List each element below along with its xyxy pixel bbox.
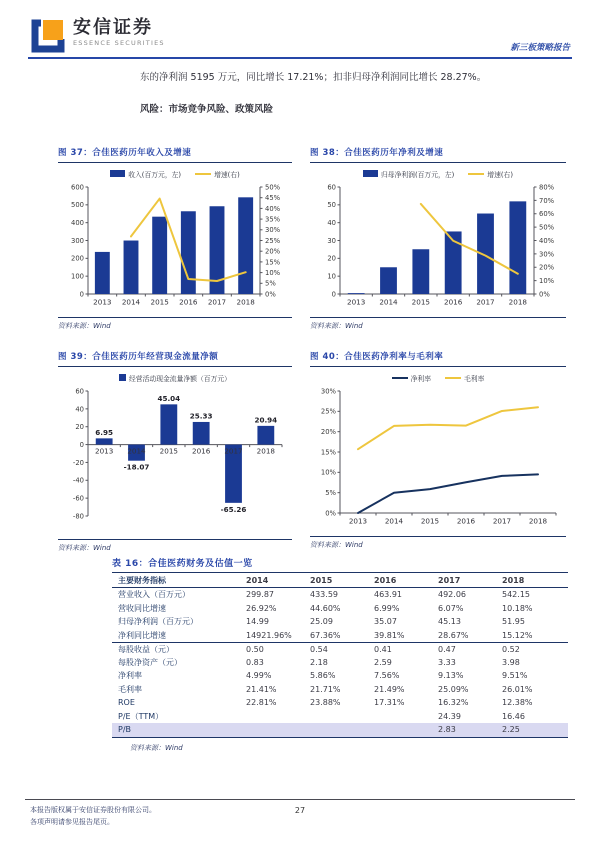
svg-text:20%: 20% — [320, 428, 336, 437]
figure-37-panel — [58, 146, 292, 331]
table-body — [112, 588, 568, 738]
table-cell: 0.83 — [246, 657, 264, 667]
figure-39-chart — [58, 384, 292, 532]
legend-bar-swatch-icon — [110, 170, 125, 177]
svg-text:10: 10 — [327, 272, 336, 281]
table-cell: 463.91 — [374, 590, 402, 600]
svg-text:5%: 5% — [265, 279, 276, 288]
svg-text:2014: 2014 — [121, 297, 141, 307]
svg-text:2017: 2017 — [207, 297, 227, 307]
table-title: 表 16：合佳医药财务及估值一览 — [112, 556, 568, 573]
svg-text:2017: 2017 — [492, 516, 512, 526]
table-cell: 22.81% — [246, 698, 277, 708]
table-cell: 25.09 — [310, 617, 333, 627]
svg-text:30: 30 — [327, 236, 336, 245]
brand-name-cn: 安信证券 — [73, 17, 153, 38]
svg-text:10%: 10% — [320, 468, 336, 477]
legend-label: 增速(右) — [214, 170, 240, 179]
svg-text:70%: 70% — [539, 196, 555, 205]
table-row — [112, 683, 568, 697]
svg-text:2018: 2018 — [528, 516, 548, 526]
risk-text: 市场竞争风险、政策风险 — [168, 104, 274, 115]
svg-text:-18.07: -18.07 — [123, 462, 150, 472]
table-cell: 23.88% — [310, 698, 341, 708]
table-header-year: 2014 — [246, 575, 269, 585]
svg-text:-20: -20 — [72, 458, 84, 467]
svg-text:2016: 2016 — [456, 516, 476, 526]
svg-text:2016: 2016 — [179, 297, 198, 307]
svg-text:100: 100 — [71, 272, 84, 281]
table-cell: 21.71% — [310, 684, 341, 694]
brand-block — [30, 18, 165, 54]
table-header-year: 2018 — [502, 575, 525, 585]
svg-text:2018: 2018 — [256, 446, 275, 456]
svg-text:40%: 40% — [539, 236, 555, 245]
table-row-label: P/E（TTM） — [118, 711, 164, 721]
table-cell: 21.49% — [374, 684, 405, 694]
table-cell: 2.83 — [438, 725, 456, 735]
header-divider — [28, 57, 572, 59]
figure-40-panel — [310, 350, 566, 550]
svg-text:600: 600 — [71, 183, 84, 192]
svg-text:2014: 2014 — [384, 516, 404, 526]
risk-statement — [140, 101, 273, 115]
figure-38-legend — [310, 167, 566, 180]
svg-text:2017: 2017 — [224, 446, 243, 456]
svg-text:2013: 2013 — [93, 297, 112, 307]
table-cell: 5.86% — [310, 671, 336, 681]
table-cell: 9.51% — [502, 671, 528, 681]
table-cell: 2.59 — [374, 657, 392, 667]
legend-label: 净利率 — [410, 374, 431, 383]
table-cell: 0.41 — [374, 644, 392, 654]
svg-text:30%: 30% — [539, 250, 555, 259]
legend-item — [392, 373, 431, 383]
table-cell: 0.50 — [246, 644, 264, 654]
svg-text:15%: 15% — [265, 258, 281, 267]
table-cell: 10.18% — [502, 603, 533, 613]
table-cell: 39.81% — [374, 630, 405, 640]
svg-text:0%: 0% — [265, 290, 276, 299]
table-row — [112, 588, 568, 602]
svg-text:30%: 30% — [265, 226, 281, 235]
footer-divider — [25, 799, 575, 800]
svg-text:25%: 25% — [265, 236, 281, 245]
svg-text:60: 60 — [75, 387, 84, 396]
svg-text:25.33: 25.33 — [189, 411, 213, 421]
svg-text:60%: 60% — [539, 210, 555, 219]
table-cell: 6.99% — [374, 603, 400, 613]
table-row — [112, 642, 568, 656]
table-header-label: 主要财务指标 — [118, 575, 166, 585]
legend-item — [119, 373, 231, 383]
svg-text:2016: 2016 — [444, 297, 463, 307]
legend-line-swatch-icon — [392, 377, 408, 379]
svg-text:2016: 2016 — [192, 446, 211, 456]
figure-40-legend — [310, 371, 566, 384]
table-cell: 44.60% — [310, 603, 341, 613]
table-header-year: 2016 — [374, 575, 397, 585]
svg-text:20: 20 — [75, 423, 84, 432]
svg-text:20%: 20% — [265, 247, 281, 256]
legend-item — [468, 169, 513, 179]
figure-39-title: 图 39：合佳医药历年经营现金流量净额 — [58, 350, 292, 367]
table-cell: 21.41% — [246, 684, 277, 694]
table-cell: 0.47 — [438, 644, 456, 654]
table-cell: 2.18 — [310, 657, 328, 667]
legend-line-swatch-icon — [468, 173, 484, 175]
table-cell: 51.95 — [502, 617, 525, 627]
figure-39-panel — [58, 350, 292, 553]
svg-text:0%: 0% — [325, 509, 336, 518]
svg-text:60: 60 — [327, 183, 336, 192]
svg-text:35%: 35% — [265, 215, 281, 224]
table-row-label: 每股净资产（元） — [118, 657, 182, 667]
table-cell: 12.38% — [502, 698, 533, 708]
table-cell: 26.92% — [246, 603, 277, 613]
svg-text:2013: 2013 — [347, 297, 366, 307]
table-row-label: ROE — [118, 698, 135, 708]
table-cell: 14921.96% — [246, 630, 292, 640]
body-paragraph: 东的净利润 5195 万元，同比增长 17.21%；扣非归母净利润同比增长 28.27%。 — [140, 72, 487, 83]
table-cell: 28.67% — [438, 630, 469, 640]
figure-37-chart — [58, 180, 292, 310]
figure-39-source: 资料来源：Wind — [58, 539, 292, 553]
svg-text:40: 40 — [75, 405, 84, 414]
table-row-label: 归母净利润（百万元） — [118, 617, 198, 627]
table-cell: 542.15 — [502, 590, 530, 600]
svg-text:40: 40 — [327, 219, 336, 228]
table-cell: 25.09% — [438, 684, 469, 694]
brand-name-en: ESSENCE SECURITIES — [73, 38, 165, 47]
legend-bar-swatch-icon — [363, 170, 378, 177]
table-cell: 4.99% — [246, 671, 272, 681]
table-cell: 24.39 — [438, 711, 461, 721]
svg-text:400: 400 — [71, 219, 84, 228]
page-number: 27 — [294, 806, 306, 815]
table-cell: 3.98 — [502, 657, 520, 667]
essence-securities-logo-icon — [30, 18, 66, 54]
figure-39-legend — [58, 371, 292, 384]
svg-text:0%: 0% — [539, 290, 550, 299]
risk-label: 风险： — [140, 104, 169, 115]
svg-text:2017: 2017 — [476, 297, 495, 307]
table-source: 资料来源：Wind — [130, 743, 183, 752]
table-header-year: 2015 — [310, 575, 333, 585]
svg-text:2014: 2014 — [127, 446, 146, 456]
svg-text:2018: 2018 — [508, 297, 527, 307]
legend-bar-swatch-icon — [119, 374, 126, 381]
legend-line-swatch-icon — [195, 173, 211, 175]
legend-label: 增速(右) — [487, 170, 513, 179]
table-cell: 3.33 — [438, 657, 456, 667]
svg-text:15%: 15% — [320, 448, 336, 457]
table-cell: 14.99 — [246, 617, 269, 627]
svg-text:-80: -80 — [72, 512, 84, 521]
financials-table — [112, 556, 568, 753]
svg-text:2015: 2015 — [159, 446, 178, 456]
legend-line-swatch-icon — [445, 377, 461, 379]
svg-text:200: 200 — [71, 254, 84, 263]
table-row — [112, 656, 568, 670]
svg-text:2013: 2013 — [95, 446, 114, 456]
svg-text:5%: 5% — [325, 489, 336, 498]
table-row — [112, 669, 568, 683]
svg-text:2014: 2014 — [379, 297, 398, 307]
legend-label: 经营活动现金流量净额（百万元） — [129, 374, 231, 383]
table-row-label: 毛利率 — [118, 684, 142, 694]
table-row-label: P/B — [118, 725, 132, 735]
table-cell: 2.25 — [502, 725, 520, 735]
table-cell: 16.46 — [502, 711, 525, 721]
table-cell: 299.87 — [246, 590, 274, 600]
svg-text:10%: 10% — [265, 269, 281, 277]
report-type-label: 新三板策略报告 — [510, 43, 570, 53]
table-cell: 67.36% — [310, 630, 341, 640]
table-cell: 7.56% — [374, 671, 400, 681]
svg-text:500: 500 — [71, 201, 84, 210]
table-row — [112, 615, 568, 629]
legend-item — [363, 169, 454, 179]
table-row — [112, 602, 568, 616]
svg-text:50: 50 — [327, 201, 336, 210]
table-row — [112, 629, 568, 643]
footer-line1: 本报告版权属于安信证券股份有限公司。 — [30, 806, 156, 814]
table-row-label: 营收同比增速 — [118, 603, 166, 613]
svg-text:20: 20 — [327, 254, 336, 263]
legend-item — [110, 169, 181, 179]
svg-text:300: 300 — [71, 236, 84, 245]
table-cell: 45.13 — [438, 617, 461, 627]
table-cell: 16.32% — [438, 698, 469, 708]
table-row-label: 净利率 — [118, 671, 142, 681]
figure-38-chart — [310, 180, 566, 310]
svg-text:10%: 10% — [539, 277, 555, 286]
figure-40-source: 资料来源：Wind — [310, 536, 566, 550]
footer-line2: 各项声明请参见报告尾页。 — [30, 817, 114, 826]
svg-text:2015: 2015 — [150, 297, 169, 307]
svg-text:6.95: 6.95 — [95, 427, 114, 437]
svg-text:45.04: 45.04 — [157, 393, 181, 403]
figure-40-title: 图 40：合佳医药净利率与毛利率 — [310, 350, 566, 367]
svg-text:45%: 45% — [265, 194, 281, 203]
svg-text:40%: 40% — [265, 204, 281, 213]
table-header-year: 2017 — [438, 575, 461, 585]
svg-text:2018: 2018 — [236, 297, 255, 307]
svg-text:2015: 2015 — [420, 516, 440, 526]
svg-text:50%: 50% — [539, 223, 555, 232]
table-row — [112, 710, 568, 724]
table-row-label: 每股收益（元） — [118, 644, 174, 654]
table-header-row — [112, 573, 568, 588]
svg-text:2015: 2015 — [411, 297, 430, 307]
figure-38-source: 资料来源：Wind — [310, 317, 566, 331]
legend-label: 收入(百万元，左) — [128, 170, 182, 179]
figure-37-legend — [58, 167, 292, 180]
svg-text:30%: 30% — [320, 387, 336, 396]
svg-text:25%: 25% — [320, 407, 336, 416]
svg-text:0: 0 — [331, 290, 336, 299]
table-cell: 26.01% — [502, 684, 533, 694]
table-cell: 17.31% — [374, 698, 405, 708]
table-cell: 6.07% — [438, 603, 464, 613]
figure-37-source: 资料来源：Wind — [58, 317, 292, 331]
legend-label: 毛利率 — [464, 374, 485, 383]
table-row-label: 营业收入（百万元） — [118, 590, 190, 600]
table-cell: 15.12% — [502, 630, 533, 640]
svg-text:20%: 20% — [539, 263, 555, 272]
table-cell: 0.52 — [502, 644, 520, 654]
svg-text:-40: -40 — [72, 476, 84, 485]
table-cell: 35.07 — [374, 617, 397, 627]
figure-40-chart — [310, 384, 566, 529]
svg-text:0: 0 — [79, 440, 84, 449]
figure-38-title: 图 38：合佳医药历年净利及增速 — [310, 146, 566, 163]
svg-text:2013: 2013 — [348, 516, 368, 526]
svg-text:0: 0 — [79, 290, 84, 299]
table-cell: 492.06 — [438, 590, 466, 600]
table-row — [112, 696, 568, 710]
svg-text:-65.26: -65.26 — [220, 504, 247, 514]
svg-text:20.94: 20.94 — [254, 415, 278, 425]
table-cell: 433.59 — [310, 590, 338, 600]
table-cell: 0.54 — [310, 644, 328, 654]
svg-text:80%: 80% — [539, 183, 555, 192]
table-row — [112, 723, 568, 737]
table-cell: 9.13% — [438, 671, 464, 681]
legend-item — [195, 169, 240, 179]
legend-label: 归母净利润(百万元，左) — [381, 170, 455, 179]
figure-38-panel — [310, 146, 566, 331]
svg-text:50%: 50% — [265, 183, 281, 192]
table-row-label: 净利同比增速 — [118, 630, 166, 640]
svg-text:-60: -60 — [72, 494, 84, 503]
legend-item — [445, 373, 484, 383]
figure-37-title: 图 37：合佳医药历年收入及增速 — [58, 146, 292, 163]
